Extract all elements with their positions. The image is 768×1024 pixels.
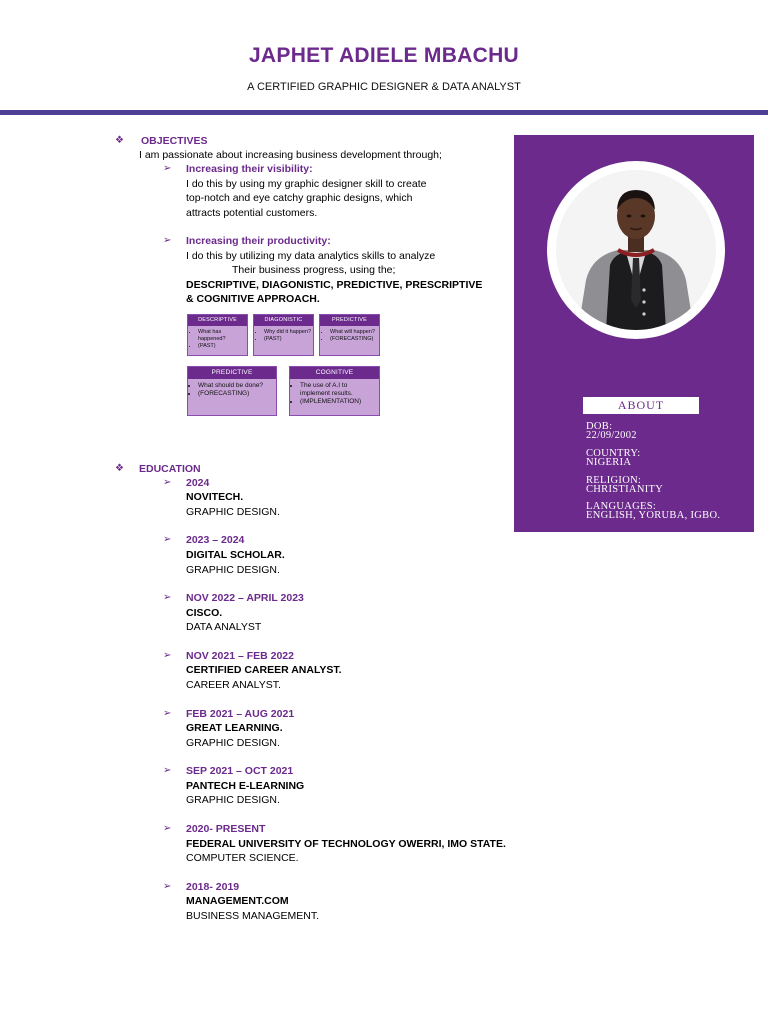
education-date: NOV 2022 – APRIL 2023 xyxy=(186,592,304,604)
education-course: GRAPHIC DESIGN. xyxy=(186,794,280,806)
education-course: COMPUTER SCIENCE. xyxy=(186,852,299,864)
diagram-box-item: • What will happen? xyxy=(330,329,379,336)
education-course: BUSINESS MANAGEMENT. xyxy=(186,910,320,922)
education-arrow-icon: ➢ xyxy=(163,534,172,545)
diagram-box-cognitive xyxy=(289,366,380,416)
education-course: GRAPHIC DESIGN. xyxy=(186,506,280,518)
education-arrow-icon: ➢ xyxy=(163,592,172,603)
resume-name: JAPHET ADIELE MBACHU xyxy=(248,44,520,67)
languages-value: ENGLISH, YORUBA, IGBO. xyxy=(586,510,721,521)
resume-subtitle: A CERTIFIED GRAPHIC DESIGNER & DATA ANALYST xyxy=(247,81,521,93)
diagram-box-predictive-large xyxy=(187,366,277,416)
profile-photo xyxy=(556,170,716,330)
visibility-heading: Increasing their visibility: xyxy=(186,163,313,175)
languages-label: LANGUAGES: xyxy=(586,501,657,512)
diagram-box-item: • (PAST) xyxy=(198,343,247,350)
about-title: ABOUT xyxy=(583,397,699,414)
religion-value: CHRISTIANITY xyxy=(586,484,664,495)
education-course: DATA ANALYST xyxy=(186,621,262,633)
religion-label: RELIGION: xyxy=(586,475,642,486)
education-school: NOVITECH. xyxy=(186,491,244,503)
education-title: EDUCATION xyxy=(139,463,201,475)
diagram-box-title: COGNITIVE xyxy=(290,367,379,379)
dob-label: DOB: xyxy=(586,421,613,432)
education-course: CAREER ANALYST. xyxy=(186,679,281,691)
education-date: 2020- PRESENT xyxy=(186,823,266,835)
education-date: NOV 2021 – FEB 2022 xyxy=(186,650,294,662)
country-value: NIGERIA xyxy=(586,457,632,468)
education-arrow-icon: ➢ xyxy=(163,650,172,661)
visibility-line: I do this by using my graphic designer skill to create xyxy=(186,178,427,190)
diagram-box-item: • Why did it happen? xyxy=(264,329,313,336)
productivity-line: I do this by utilizing my data analytics skills to analyze xyxy=(186,250,436,262)
diagram-box-title: PREDICTIVE xyxy=(320,315,379,326)
education-date: 2024 xyxy=(186,477,210,489)
diagram-box-diagonistic xyxy=(253,314,314,356)
education-arrow-icon: ➢ xyxy=(163,823,172,834)
productivity-line: Their business progress, using the; xyxy=(232,264,396,276)
visibility-line: top-notch and eye catchy graphic designs, which xyxy=(186,192,413,204)
dob-value: 22/09/2002 xyxy=(586,430,637,441)
diagram-box-descriptive xyxy=(187,314,248,356)
objectives-title: OBJECTIVES xyxy=(141,135,208,147)
person-photo-icon xyxy=(556,170,716,330)
about-panel xyxy=(514,135,754,532)
education-arrow-icon: ➢ xyxy=(163,708,172,719)
education-school: GREAT LEARNING. xyxy=(186,722,283,734)
education-school: FEDERAL UNIVERSITY OF TECHNOLOGY OWERRI, IMO STATE. xyxy=(186,838,506,850)
education-school: MANAGEMENT.COM xyxy=(186,895,289,907)
country-label: COUNTRY: xyxy=(586,448,641,459)
objectives-bullet-icon: ❖ xyxy=(115,135,124,146)
education-school: PANTECH E-LEARNING xyxy=(186,780,305,792)
education-date: SEP 2021 – OCT 2021 xyxy=(186,765,294,777)
diagram-box-item: • (FORECASTING) xyxy=(198,390,276,398)
productivity-heading: Increasing their productivity: xyxy=(186,235,331,247)
visibility-arrow-icon: ➢ xyxy=(163,163,172,174)
diagram-box-item: • What should be done? xyxy=(198,382,276,390)
education-school: CISCO. xyxy=(186,607,223,619)
diagram-box-item: • (PAST) xyxy=(264,336,313,343)
productivity-arrow-icon: ➢ xyxy=(163,235,172,246)
diagram-box-item: • The use of A.I to implement results. xyxy=(300,382,379,398)
education-arrow-icon: ➢ xyxy=(163,881,172,892)
education-school: DIGITAL SCHOLAR. xyxy=(186,549,285,561)
education-arrow-icon: ➢ xyxy=(163,765,172,776)
profile-photo-frame xyxy=(547,161,725,339)
diagram-box-title: DIAGONISTIC xyxy=(254,315,313,326)
objectives-intro: I am passionate about increasing business development through; xyxy=(139,149,442,161)
approaches-line: & COGNITIVE APPROACH. xyxy=(186,293,320,305)
diagram-box-predictive xyxy=(319,314,380,356)
education-course: GRAPHIC DESIGN. xyxy=(186,564,280,576)
diagram-box-item: • What has happened? xyxy=(198,329,247,343)
visibility-line: attracts potential customers. xyxy=(186,207,318,219)
education-date: 2023 – 2024 xyxy=(186,534,245,546)
diagram-box-title: DESCRIPTIVE xyxy=(188,315,247,326)
education-date: FEB 2021 – AUG 2021 xyxy=(186,708,295,720)
header-rule xyxy=(0,110,768,115)
education-bullet-icon: ❖ xyxy=(115,463,124,474)
education-school: CERTIFIED CAREER ANALYST. xyxy=(186,664,342,676)
education-course: GRAPHIC DESIGN. xyxy=(186,737,280,749)
approaches-line: DESCRIPTIVE, DIAGONISTIC, PREDICTIVE, PRESCRIPTIVE xyxy=(186,279,483,291)
diagram-box-item: • (IMPLEMENTATION) xyxy=(300,398,379,406)
diagram-box-title: PREDICTIVE xyxy=(188,367,276,379)
education-arrow-icon: ➢ xyxy=(163,477,172,488)
diagram-box-item: • (FORECASTING) xyxy=(330,336,379,343)
education-date: 2018- 2019 xyxy=(186,881,240,893)
